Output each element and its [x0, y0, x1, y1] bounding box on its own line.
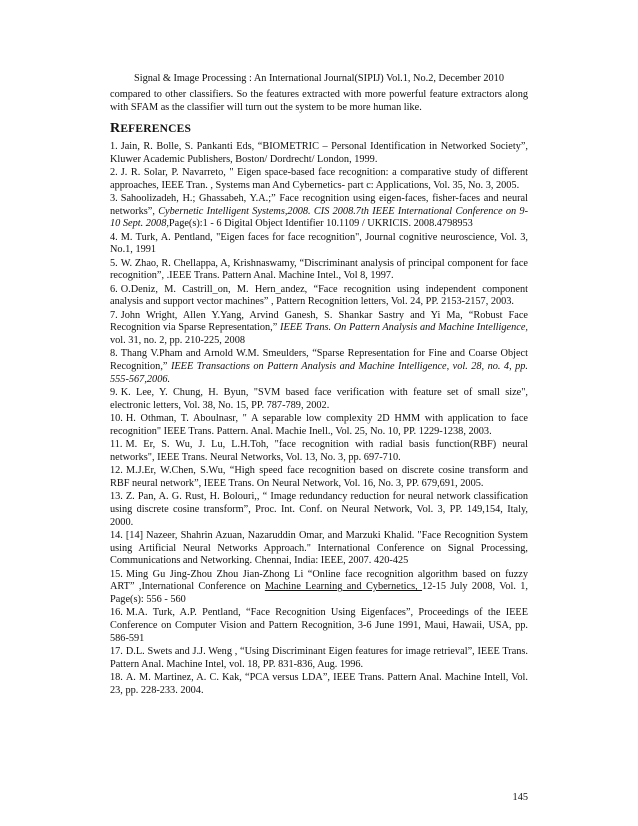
reference-item — [110, 672, 528, 697]
reference-number: 8. — [110, 348, 118, 360]
reference-number: 1. — [110, 141, 118, 152]
reference-text: M.A. Turk, A.P. Pentland, “Face Recognition Using Eigenfaces”, Proceedings of the IEEE Conference on Computer Vision and Pattern Recognition, 3-6 June 1991, Maui, Hawaii, USA, pp. 586-591 — [110, 607, 528, 644]
references-heading — [110, 121, 191, 137]
reference-text-tail: Page(s):1 - 6 Digital Object Identifier 10.1109 / UKRICIS. 2008.4798953 — [168, 218, 473, 230]
reference-text: Z. Pan, A. G. Rust, H. Bolouri,, “ Image redundancy reduction for neural network classification using discrete cosine transform”, Proc. Int. Conf. on Neural Network, Vol. 3, PP. 149,154, Italy, 2000. — [110, 491, 528, 528]
reference-number: 18. — [110, 671, 123, 683]
page-number: 145 — [512, 792, 528, 803]
reference-item — [110, 530, 528, 568]
reference-venue-link: Machine Learning and Cybernetics, — [264, 581, 423, 593]
reference-text: M.J.Er, W.Chen, S.Wu, “High speed face recognition based on discrete cosine transform and RBF neural network”, IEEE Trans. On Neural Network, Vol. 16, No. 3, PP. 679,691, 2005. — [110, 465, 528, 489]
references-heading-initial: R — [110, 121, 121, 136]
reference-text: M. Er, S. Wu, J. Lu, L.H.Toh, "face recognition with radial basis function(RBF) neural networks", IEEE Trans. Neural Networks, Vol. 13, No. 3, pp. 697-710. — [110, 439, 528, 463]
reference-number: 11. — [110, 439, 123, 451]
reference-number: 2. — [110, 167, 118, 178]
reference-item — [110, 258, 528, 283]
reference-text: W. Zhao, R. Chellappa, A, Krishnaswamy, “Discriminant analysis of principal component for face recognition”, .IEEE Trans. Pattern Anal. Machine Intel., Vol 8, 1997. — [110, 257, 528, 282]
reference-text-tail: vol. 31, no. 2, pp. 210-225, 2008 — [110, 335, 246, 347]
reference-number: 17. — [110, 645, 123, 657]
reference-text: Jain, R. Bolle, S. Pankanti Eds, “BIOMETRIC – Personal Identification in Networked Society”, Kluwer Academic Publishers, Boston/ Dordrecht/ London, 1999. — [110, 141, 528, 165]
reference-text: K. Lee, Y. Chung, H. Byun, "SVM based face verification with feature set of small size", electronic letters, Vol. 38, No. 15, PP. 787-789, 2002. — [110, 387, 528, 411]
reference-item — [110, 387, 528, 412]
reference-text: [14] Nazeer, Shahrin Azuan, Nazaruddin Omar, and Marzuki Khalid. "Face Recognition System using Artificial Neural Networks Approach." International Conference on Signal Processing, Communications and Networking. Chennai, India: IEEE, 2007. 420-425 — [110, 529, 528, 567]
reference-number: 15. — [110, 568, 123, 580]
reference-item — [110, 569, 528, 607]
reference-text: O.Deniz, M. Castrill_on, M. Hern_andez, “Face recognition using independent component analysis and support vector machines” , Pattern Recognition letters, Vol. 24, PP. 2153-2157, 2003. — [110, 283, 528, 308]
reference-text: Thang V.Pham and Arnold W.M. Smeulders, “Sparse Representation for Fine and Coarse Object Recognition,” — [110, 348, 528, 373]
reference-number: 10. — [110, 413, 123, 425]
reference-text: H. Othman, T. Aboulnasr, " A separable low complexity 2D HMM with application to face recognition" IEEE Trans. Pattern. Anal. Machie Inell., Vol. 25, No. 10, PP. 1229-1238, 2003. — [110, 413, 528, 437]
reference-text: M. Turk, A. Pentland, "Eigen faces for face recognition", Journal cognitive neuroscience, Vol. 3, No.1, 1991 — [110, 231, 528, 256]
reference-item — [110, 167, 528, 192]
intro-paragraph: compared to other classifiers. So the features extracted with more powerful feature extractors along with SFAM as the classifier will turn out the system to be more human like. — [110, 89, 528, 114]
reference-item — [110, 439, 528, 464]
reference-item — [110, 465, 528, 490]
reference-item — [110, 413, 528, 438]
reference-venue: Cybernetic Intelligent Systems,2008. CIS 2008.7th IEEE International Conference on 9-10 Sept. 2008, — [110, 205, 528, 230]
reference-venue: IEEE Trans. On Pattern Analysis and Machine Intelligence, — [280, 322, 528, 334]
reference-item — [110, 232, 528, 257]
reference-number: 4. — [110, 231, 118, 243]
reference-number: 16. — [110, 607, 123, 619]
reference-item — [110, 491, 528, 529]
reference-number: 9. — [110, 387, 118, 399]
reference-number: 3. — [110, 193, 118, 204]
reference-item — [110, 646, 528, 671]
reference-text: Sahoolizadeh, H.; Ghassabeh, Y.A.;” Face recognition using eigen-faces, fisher-faces and neural networks”, — [110, 193, 528, 217]
reference-number: 13. — [110, 491, 123, 503]
reference-item — [110, 607, 528, 645]
reference-item — [110, 141, 528, 166]
reference-text: J. R. Solar, P. Navarreto, " Eigen space-based face recognition: a comparative study of different approaches, IEEE Tran. , Systems man And Cybernetics- part c: Applications, Vol. 35, No. 3, 2005. — [110, 167, 528, 191]
reference-venue: IEEE Transactions on Pattern Analysis and Machine Intelligence, vol. 28, no. 4, pp. 555-567,2006. — [110, 361, 528, 385]
reference-text-tail: 12-15 July 2008, Vol. 1, Page(s): 556 - 560 — [110, 581, 529, 605]
reference-number: 5. — [110, 257, 118, 269]
reference-item — [110, 284, 528, 309]
running-header: Signal & Image Processing : An International Journal(SIPIJ) Vol.1, No.2, December 2010 — [134, 73, 504, 84]
reference-item — [110, 310, 528, 348]
reference-number: 6. — [110, 283, 118, 295]
reference-text: John Wright, Allen Y.Yang, Arvind Ganesh, S. Shankar Sastry and Yi Ma, “Robust Face Recognition via Sparse Representation,” — [110, 309, 528, 334]
reference-text: Ming Gu Jing-Zhou Zhou Jian-Zhong Li “Online face recognition algorithm based on fuzzy ART” ,International Conference on — [110, 568, 528, 593]
reference-text: D.L. Swets and J.J. Weng , “Using Discriminant Eigen features for image retrieval”, IEEE Trans. Pattern Anal. Machine Intel, vol. 18, PP. 831-836, Aug. 1996. — [110, 645, 528, 670]
reference-list — [110, 141, 528, 698]
reference-item — [110, 348, 528, 386]
references-heading-rest: EFERENCES — [120, 123, 192, 135]
reference-text: A. M. Martinez, A. C. Kak, “PCA versus LDA”, IEEE Trans. Pattern Anal. Machine Intell, Vol. 23, pp. 228-233. 2004. — [110, 671, 528, 696]
reference-number: 14. — [110, 529, 123, 541]
reference-number: 7. — [110, 309, 118, 321]
reference-item — [110, 193, 528, 231]
reference-number: 12. — [110, 465, 123, 477]
